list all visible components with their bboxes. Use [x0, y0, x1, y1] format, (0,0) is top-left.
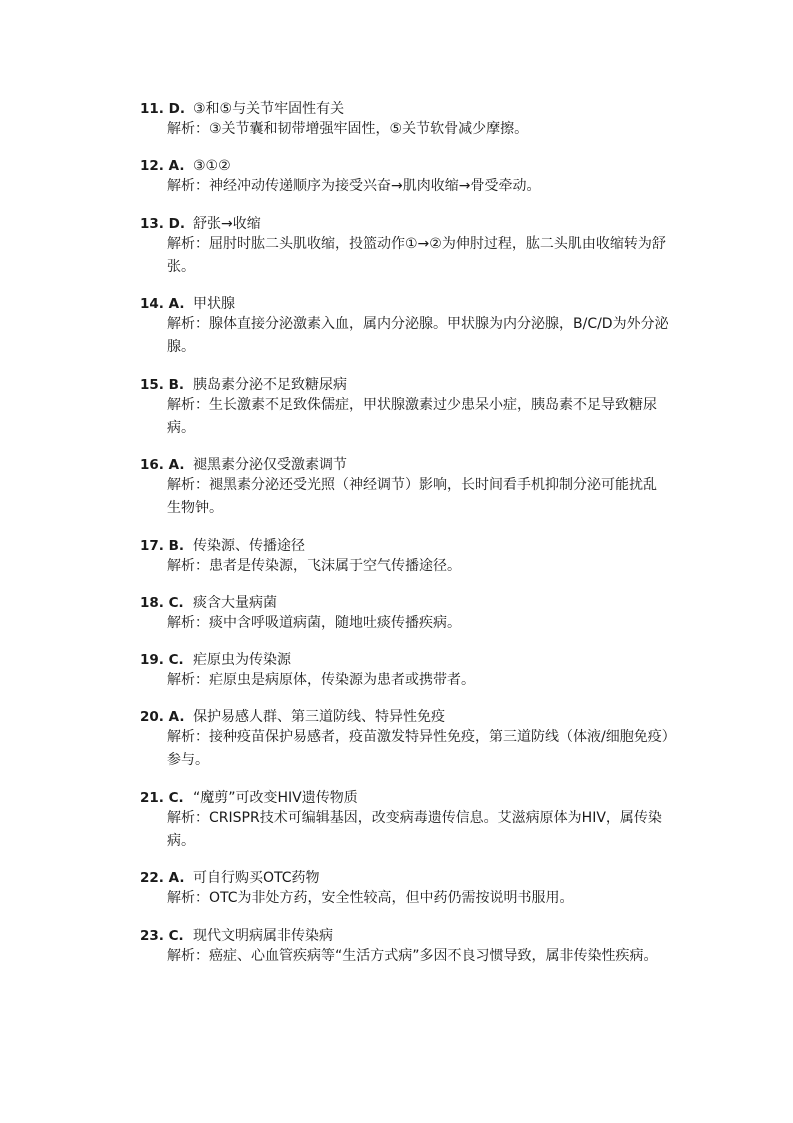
answer-text: “魔剪”可改变HIV遗传物质: [193, 789, 358, 806]
answer-item-23: [0, 925, 793, 1006]
explanation-text: 解析：褪黑素分泌还受光照（神经调节）影响，长时间看手机抑制分泌可能扰乱生物钟。: [167, 477, 657, 517]
answer-text: 褪黑素分泌仅受激素调节: [193, 457, 347, 474]
question-number: 14. A.: [140, 296, 185, 313]
explanation-text: 解析：神经冲动传递顺序为接受兴奋→肌肉收缩→骨受牵动。: [167, 178, 541, 195]
answer-item-14: [0, 293, 793, 374]
answer-text: 甲状腺: [193, 296, 235, 313]
answer-item-18: [0, 592, 793, 649]
question-number: 19. C.: [140, 652, 184, 669]
explanation-text: 解析：患者是传染源，飞沫属于空气传播途径。: [167, 557, 461, 574]
question-number: 23. C.: [140, 927, 184, 944]
question-number: 21. C.: [140, 789, 184, 806]
explanation-text: 解析：屈肘时肱二头肌收缩，投篮动作①→②为伸肘过程，肱二头肌由收缩转为舒张。: [167, 235, 666, 275]
answer-text: 保护易感人群、第三道防线、特异性免疫: [193, 709, 445, 726]
answer-text: 疟原虫为传染源: [193, 652, 291, 669]
answer-item-12: [0, 155, 793, 212]
answer-text: 胰岛素分泌不足致糖尿病: [193, 376, 347, 393]
answer-text: 传染源、传播途径: [193, 537, 305, 554]
explanation-text: 解析：接种疫苗保护易感者，疫苗激发特异性免疫，第三道防线（体液/细胞免疫）参与。: [167, 729, 669, 769]
answer-item-20: [0, 706, 793, 787]
answer-item-16: [0, 454, 793, 535]
answer-item-15: [0, 374, 793, 455]
answer-text: ③和⑤与关节牢固性有关: [193, 101, 345, 117]
question-number: 12. A.: [140, 158, 185, 175]
question-number: 15. B.: [140, 376, 185, 393]
answer-text: 舒张→收缩: [193, 215, 261, 232]
answer-text: 痰含大量病菌: [193, 594, 277, 611]
question-number: 16. A.: [140, 457, 185, 474]
answer-item-11: [0, 98, 793, 155]
explanation-text: 解析：③关节囊和韧带增强牢固性，⑤关节软骨减少摩擦。: [167, 121, 529, 137]
explanation-text: 解析：癌症、心血管疾病等“生活方式病”多因不良习惯导致，属非传染性疾病。: [167, 947, 658, 964]
answer-item-21: [0, 787, 793, 868]
question-number: 13. D.: [140, 215, 185, 232]
answer-text: ③①②: [193, 158, 231, 175]
question-number: 20. A.: [140, 709, 185, 726]
answer-item-22: [0, 867, 793, 924]
answer-item-13: [0, 213, 793, 294]
question-number: 11. D.: [140, 101, 185, 117]
question-number: 18. C.: [140, 594, 184, 611]
answer-item-17: [0, 535, 793, 592]
answer-item-19: [0, 649, 793, 706]
answer-text: 现代文明病属非传染病: [193, 927, 333, 944]
explanation-text: 解析：疟原虫是病原体，传染源为患者或携带者。: [167, 672, 475, 689]
answer-list: [0, 98, 793, 1005]
question-number: 22. A.: [140, 870, 185, 887]
explanation-text: 解析：腺体直接分泌激素入血，属内分泌腺。甲状腺为内分泌腺，B/C/D为外分泌腺。: [167, 316, 669, 356]
explanation-text: 解析：生长激素不足致侏儒症，甲状腺激素过少患呆小症，胰岛素不足导致糖尿病。: [167, 396, 657, 436]
question-number: 17. B.: [140, 537, 185, 554]
explanation-text: 解析：OTC为非处方药，安全性较高，但中药仍需按说明书服用。: [167, 890, 574, 907]
answer-text: 可自行购买OTC药物: [193, 870, 320, 887]
explanation-text: 解析：痰中含呼吸道病菌，随地吐痰传播疾病。: [167, 614, 461, 631]
explanation-text: 解析：CRISPR技术可编辑基因，改变病毒遗传信息。艾滋病原体为HIV，属传染病。: [167, 809, 662, 849]
